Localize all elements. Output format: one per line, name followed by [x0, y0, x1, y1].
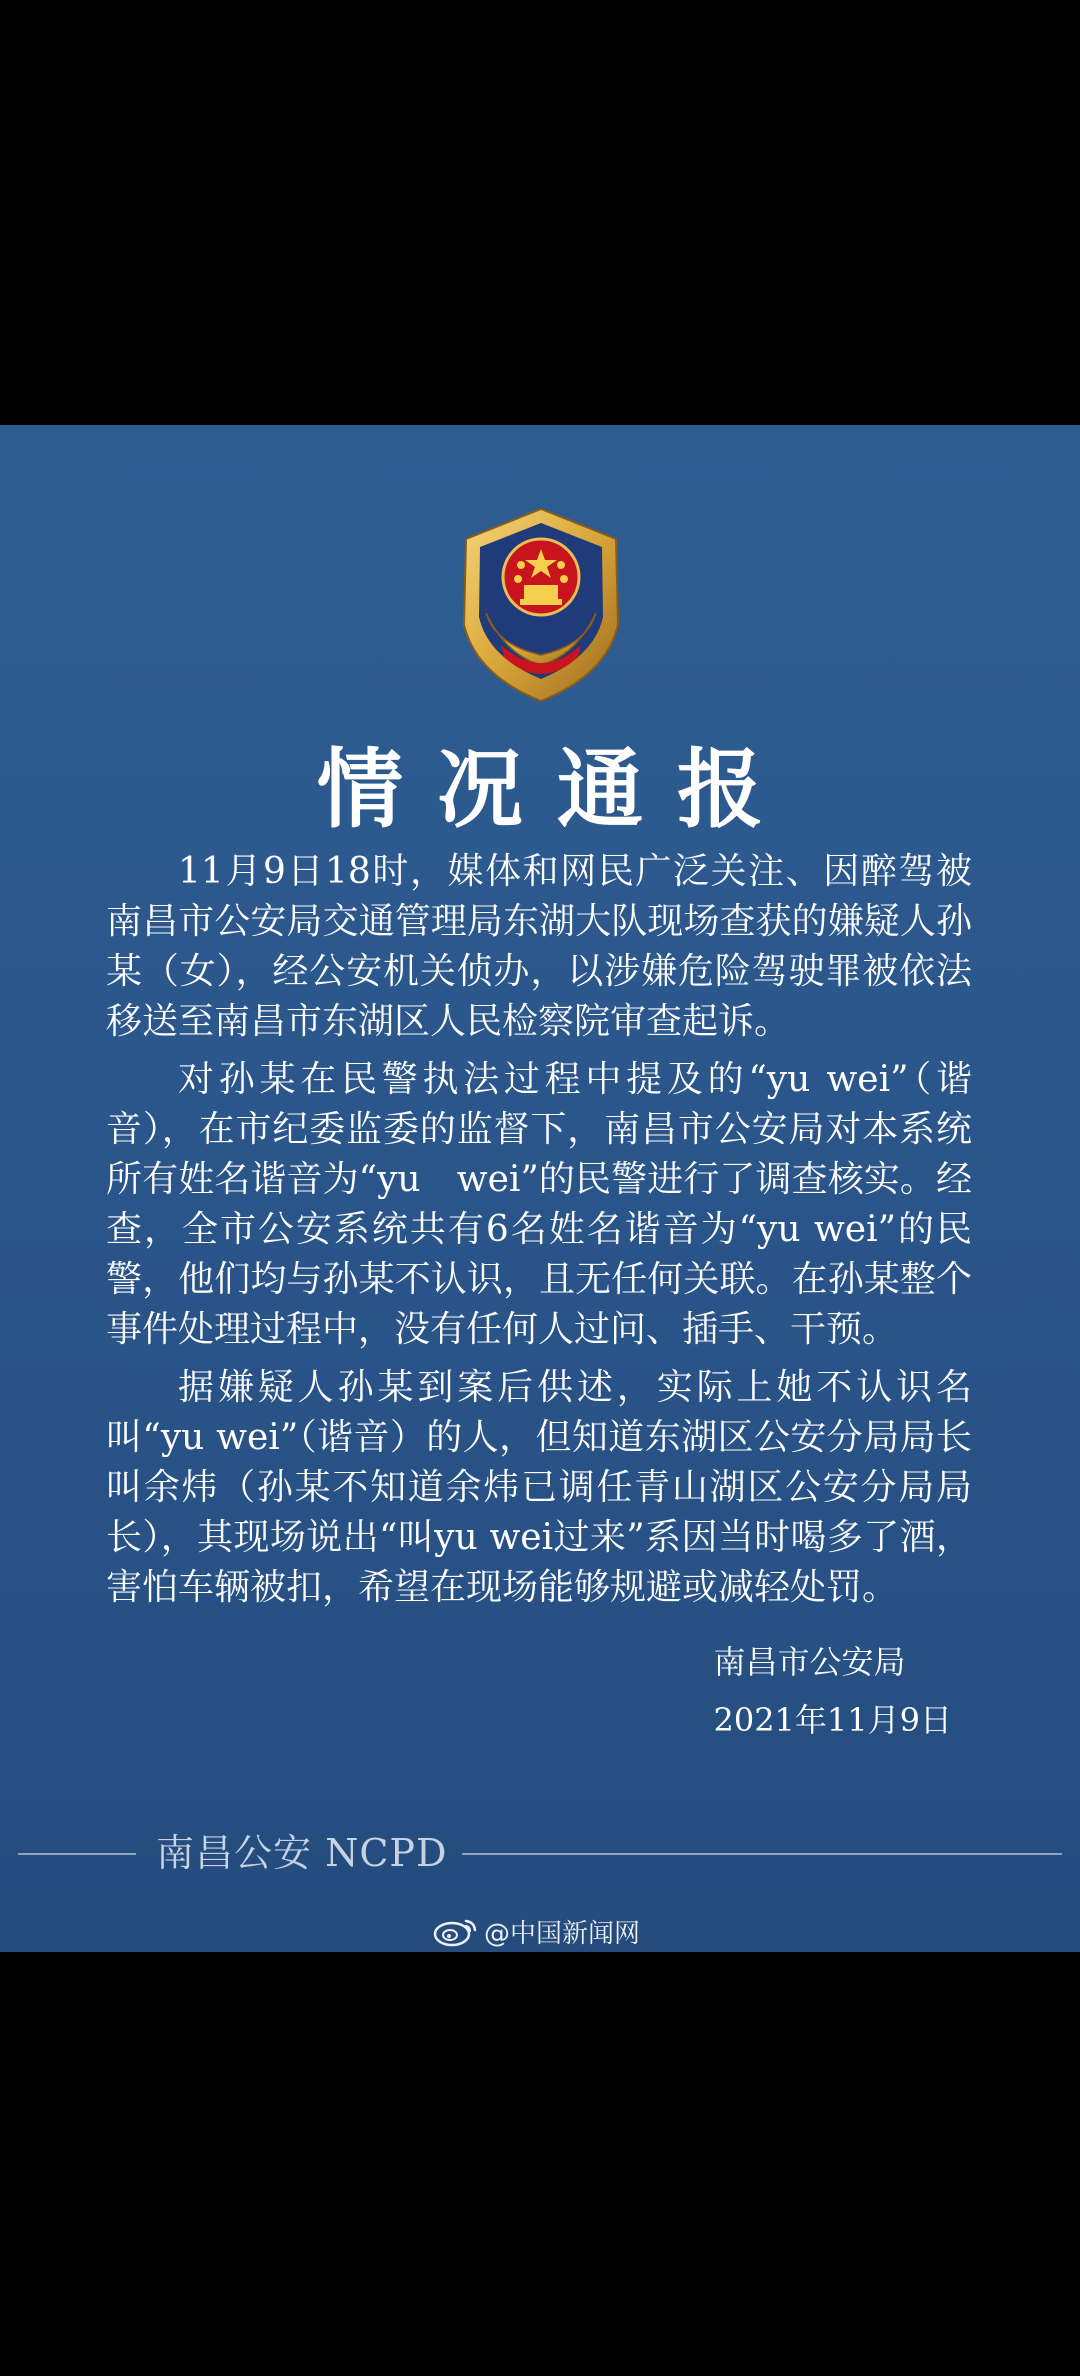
police-emblem-icon [446, 505, 636, 705]
weibo-watermark [432, 1911, 640, 1951]
brand-label: 南昌公安 NCPD [156, 1831, 448, 1875]
signature-block [713, 1633, 952, 1749]
notice-body [106, 847, 972, 1621]
watermark-text: @中国新闻网 [484, 1918, 641, 1949]
weibo-icon [432, 1915, 480, 1947]
notice-panel [0, 425, 1080, 1952]
issue-date: 2021年11月9日 [713, 1701, 952, 1739]
paragraph-3: 据嫌疑人孙某到案后供述，实际上她不认识名叫“yu wei”（谐音）的人，但知道东湖区公安分局局长叫余炜（孙某不知道余炜已调任青山湖区公安分局局长），其现场说出“叫yu wei过来”系因当时喝多了酒，害怕车辆被扣，希望在现场能够规避或减轻处罚。 [106, 1367, 972, 1608]
issuer: 南昌市公安局 [713, 1643, 906, 1681]
brand-divider-left [18, 1853, 136, 1855]
paragraph-1: 11月9日18时，媒体和网民广泛关注、因醉驾被南昌市公安局交通管理局东湖大队现场查获的嫌疑人孙某（女），经公安机关侦办，以涉嫌危险驾驶罪被依法移送至南昌市东湖区人民检察院审查起诉。 [106, 851, 972, 1042]
paragraph-2: 对孙某在民警执法过程中提及的“yu wei”（谐音），在市纪委监委的监督下，南昌市公安局对本系统所有姓名谐音为“yu wei”的民警进行了调查核实。经查，全市公安系统共有6名姓名谐音为“yu wei”的民警，他们均与孙某不认识，且无任何关联。在孙某整个事件处理过程中，没有任何人过问、插手、干预。 [106, 1059, 972, 1350]
notice-title: 情况通报 [317, 739, 797, 840]
brand-divider-right [462, 1853, 1062, 1855]
